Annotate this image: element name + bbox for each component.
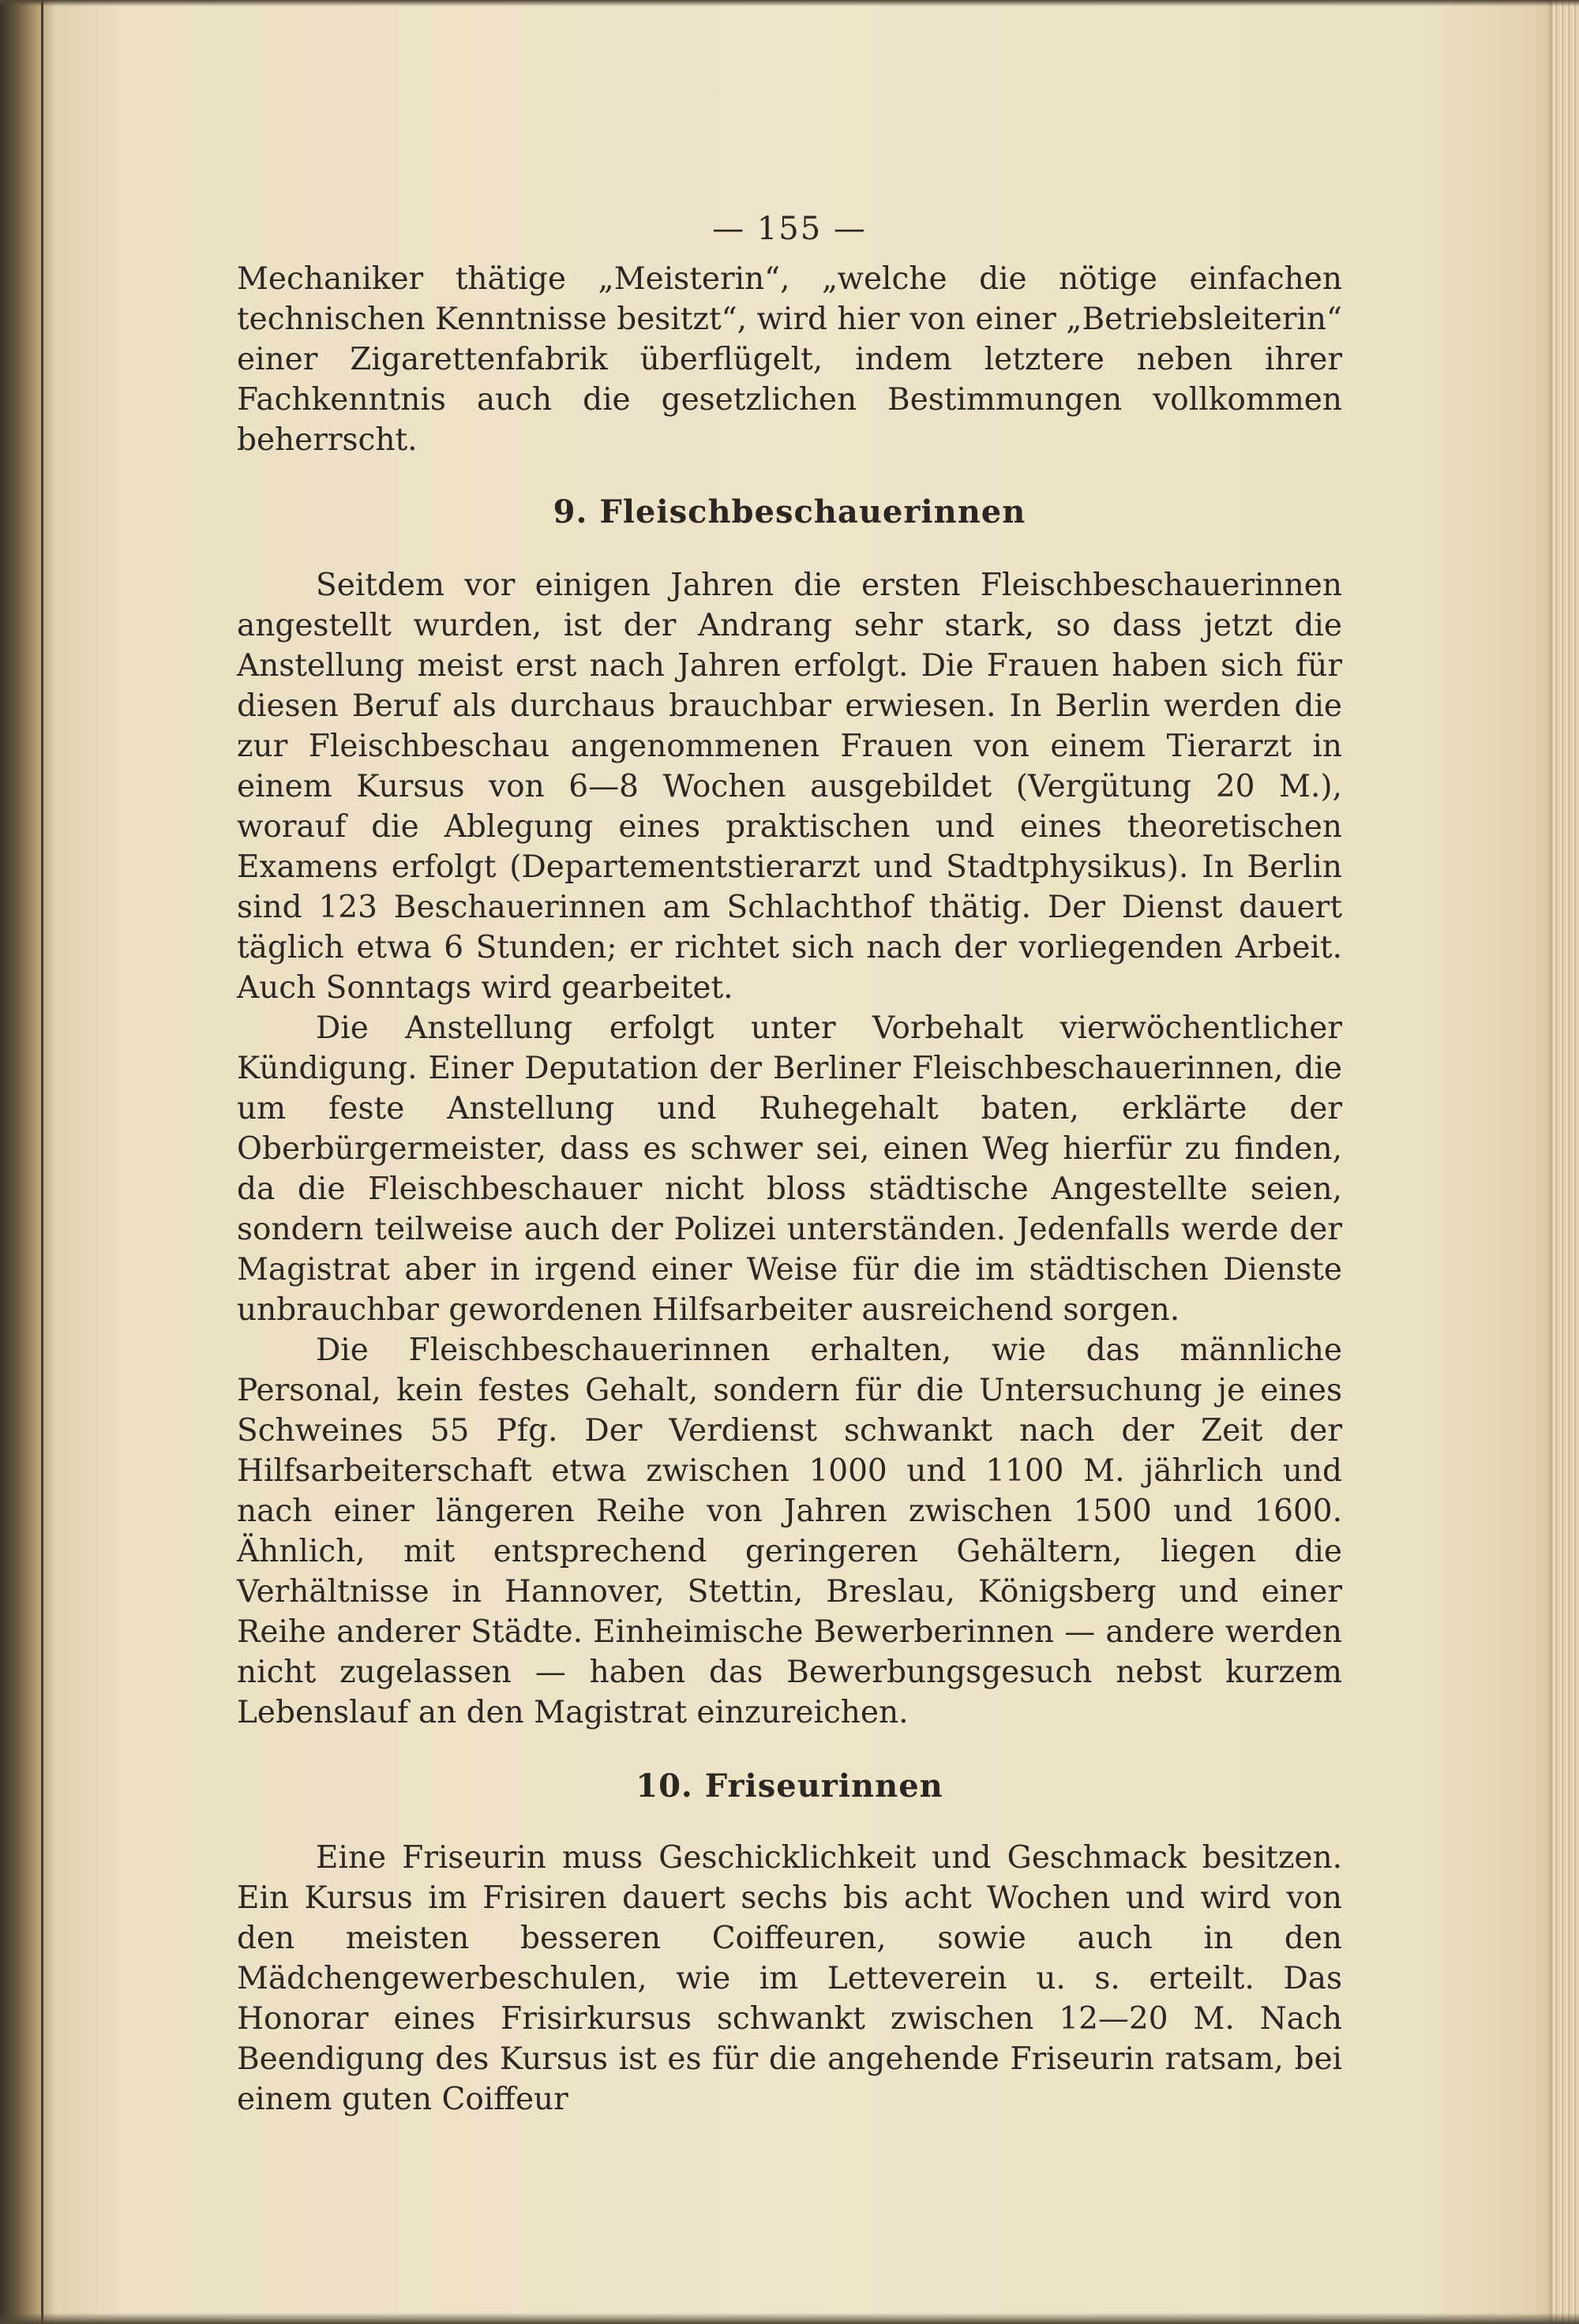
paragraph-9-2: Die Anstellung erfolgt unter Vorbehalt vierwöchentlicher Kündigung. Einer Deputation der Berliner Fleischbeschauerinnen, die um feste Anstellung und Ruhegehalt baten, erklärte der Oberbürgermeister, dass es schwer sei, einen Weg hierfür zu finden, da die Fleischbeschauer nicht bloss städtische Angestellte seien, sondern teilweise auch der Polizei unterständen. Jedenfalls werde der Magistrat aber in irgend einer Weise für die im städtischen Dienste unbrauchbar gewordenen Hilfsarbeiter ausreichend sorgen.	[237, 1010, 1342, 1328]
paragraph-intro: Mechaniker thätige „Meisterin“, „welche die nötige einfachen technischen Kenntnisse besitzt“, wird hier von einer „Betriebsleiterin“ einer Zigarettenfabrik überflügelt, indem letztere neben ihrer Fachkenntnis auch die gesetzlichen Bestimmungen vollkommen beherrscht.	[237, 261, 1342, 458]
page-edges	[1552, 0, 1579, 2324]
paragraph-9-3: Die Fleischbeschauerinnen erhalten, wie das männliche Personal, kein festes Gehalt, sondern für die Untersuchung je eines Schweines 55 Pfg. Der Verdienst schwankt nach der Zeit der Hilfsarbeiterschaft etwa zwischen 1000 und 1100 M. jährlich und nach einer längeren Reihe von Jahren zwischen 1500 und 1600. Ähnlich, mit entsprechend geringeren Gehältern, liegen die Verhältnisse in Hannover, Stettin, Breslau, Königsberg und einer Reihe anderer Städte. Einheimische Bewerberinnen — andere werden nicht zugelassen — haben das Bewerbungsgesuch nebst kurzem Lebenslauf an den Magistrat einzureichen.	[237, 1333, 1342, 1730]
bottom-border	[0, 2313, 1579, 2324]
section-heading-9: 9. Fleischbeschauerinnen	[553, 493, 1026, 530]
paragraph-10-1: Eine Friseurin muss Geschicklichkeit und Geschmack besitzen. Ein Kursus im Frisiren dauert sechs bis acht Wochen und wird von den meisten besseren Coiffeuren, sowie auch in den Mädchengewerbeschulen, wie im Letteverein u. s. erteilt. Das Honorar eines Frisirkursus schwankt zwischen 12—20 M. Nach Beendigung des Kursus ist es für die angehende Friseurin ratsam, bei einem guten Coiffeur	[237, 1840, 1342, 2117]
book-spine	[0, 0, 55, 2324]
page-number: — 155 —	[712, 211, 867, 247]
section-heading-10: 10. Friseurinnen	[636, 1767, 943, 1805]
paragraph-9-1: Seitdem vor einigen Jahren die ersten Fleischbeschauerinnen angestellt wurden, ist der Andrang sehr stark, so dass jetzt die Anstellung meist erst nach Jahren erfolgt. Die Frauen haben sich für diesen Beruf als durchaus brauchbar erwiesen. In Berlin werden die zur Fleischbeschau angenommenen Frauen von einem Tierarzt in einem Kursus von 6—8 Wochen ausgebildet (Vergütung 20 M.), worauf die Ablegung eines praktischen und eines theoretischen Examens erfolgt (Departementstierarzt und Stadtphysikus). In Berlin sind 123 Beschauerinnen am Schlachthof thätig. Der Dienst dauert täglich etwa 6 Stunden; er richtet sich nach der vorliegenden Arbeit. Auch Sonntags wird gearbeitet.	[237, 568, 1342, 1006]
text-block	[237, 205, 1342, 2120]
spine-gutter-line	[41, 0, 43, 2324]
top-border	[0, 0, 1579, 6]
